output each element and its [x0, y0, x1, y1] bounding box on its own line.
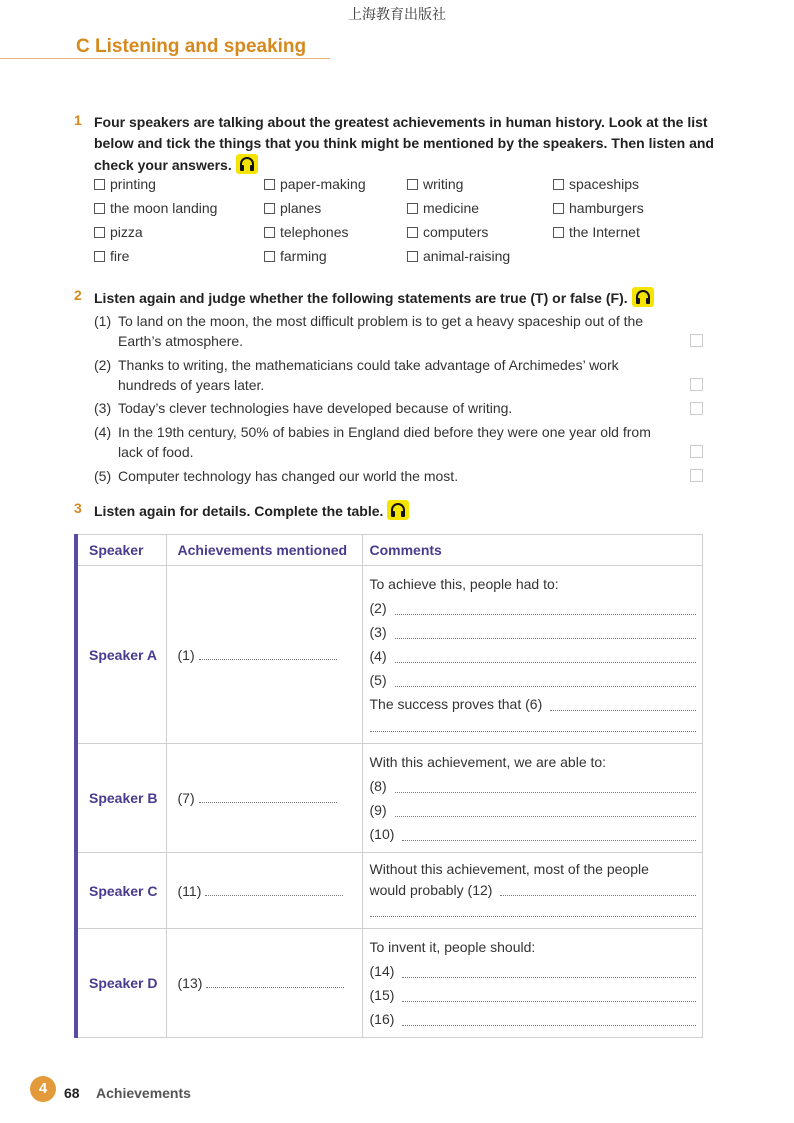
question-number: 3	[74, 500, 82, 516]
checkbox[interactable]	[94, 251, 105, 262]
headphones-icon[interactable]	[632, 287, 654, 307]
check-item[interactable]: planes	[264, 200, 321, 216]
check-item[interactable]: computers	[407, 224, 488, 240]
checkbox[interactable]	[264, 227, 275, 238]
statement: (5) Computer technology has changed our world the most.	[94, 468, 459, 484]
answer-blank[interactable]	[402, 1010, 696, 1026]
checkbox[interactable]	[407, 227, 418, 238]
details-table	[74, 534, 703, 1038]
blank-label: (5)	[369, 672, 387, 688]
answer-blank[interactable]	[500, 880, 696, 896]
table-header-row	[76, 535, 703, 566]
answer-blank[interactable]	[402, 825, 696, 841]
headphones-icon[interactable]	[387, 500, 409, 520]
tf-answer-box[interactable]	[690, 378, 703, 391]
checkbox[interactable]	[264, 203, 275, 214]
answer-blank[interactable]	[199, 648, 337, 660]
answer-blank[interactable]	[550, 695, 696, 711]
answer-blank[interactable]	[402, 986, 696, 1002]
statement: (4) In the 19th century, 50% of babies in England died before they were one year old from lack of food.	[94, 424, 651, 460]
blank-label: (10)	[369, 826, 395, 842]
comment-intro: To achieve this, people had to:	[369, 576, 559, 592]
achievement-cell: (1)	[166, 566, 362, 744]
achievement-cell: (13)	[166, 929, 362, 1038]
checkbox[interactable]	[94, 203, 105, 214]
col-header-achievements: Achievements mentioned	[166, 535, 362, 566]
comment-intro: With this achievement, we are able to:	[369, 754, 607, 770]
question-2	[74, 287, 714, 309]
answer-blank[interactable]	[395, 777, 696, 793]
headphones-icon[interactable]	[236, 154, 258, 174]
answer-blank[interactable]	[395, 671, 696, 687]
check-item[interactable]: farming	[264, 248, 327, 264]
blank-label: (8)	[369, 778, 387, 794]
checkbox[interactable]	[94, 179, 105, 190]
title-rule	[0, 58, 330, 59]
comment-intro: Without this achievement, most of the people	[369, 861, 649, 877]
answer-blank[interactable]	[395, 599, 696, 615]
achievement-cell: (11)	[166, 853, 362, 929]
table-row	[76, 853, 703, 929]
check-item[interactable]: writing	[407, 176, 463, 192]
speaker-cell: Speaker D	[76, 929, 166, 1038]
checkbox[interactable]	[264, 251, 275, 262]
blank-label: (9)	[369, 802, 387, 818]
check-item[interactable]: animal-raising	[407, 248, 510, 264]
check-item[interactable]: telephones	[264, 224, 349, 240]
statement: (3) Today’s clever technologies have developed because of writing.	[94, 400, 513, 416]
section-title: C Listening and speaking	[76, 36, 307, 57]
comment-intro: To invent it, people should:	[369, 939, 536, 955]
col-header-comments: Comments	[362, 535, 703, 566]
answer-blank[interactable]	[206, 976, 344, 988]
publisher-header: 上海教育出版社	[348, 7, 446, 23]
blank-label: (3)	[369, 624, 387, 640]
check-item[interactable]: the Internet	[553, 224, 640, 240]
speaker-cell: Speaker C	[76, 853, 166, 929]
comments-cell	[362, 744, 703, 853]
answer-blank[interactable]	[199, 791, 337, 803]
table-row	[76, 929, 703, 1038]
question-number: 1	[74, 112, 82, 128]
checkbox[interactable]	[407, 179, 418, 190]
comments-cell	[362, 566, 703, 744]
blank-label: (14)	[369, 963, 395, 979]
check-item[interactable]: hamburgers	[553, 200, 644, 216]
blank-label: (16)	[369, 1011, 395, 1027]
speaker-cell: Speaker B	[76, 744, 166, 853]
answer-blank[interactable]	[370, 716, 697, 732]
question-3	[74, 500, 714, 522]
checkbox[interactable]	[407, 203, 418, 214]
statement: (1) To land on the moon, the most difficult problem is to get a heavy spaceship out of the Earth’s atmosphere.	[94, 313, 644, 349]
blank-label: would probably (12)	[369, 882, 493, 898]
unit-name: Achievements	[96, 1085, 191, 1101]
answer-blank[interactable]	[205, 884, 343, 896]
unit-badge: 4	[30, 1076, 56, 1102]
comments-cell	[362, 853, 703, 929]
statement: (2) Thanks to writing, the mathematicians could take advantage of Archimedes’ work hundreds of years later.	[94, 357, 619, 393]
answer-blank[interactable]	[395, 647, 696, 663]
answer-blank[interactable]	[402, 962, 696, 978]
checkbox[interactable]	[94, 227, 105, 238]
question-number: 2	[74, 287, 82, 303]
col-header-speaker: Speaker	[76, 535, 166, 566]
tf-answer-box[interactable]	[690, 469, 703, 482]
checkbox[interactable]	[553, 203, 564, 214]
question-text: Listen again and judge whether the following statements are true (T) or false (F).	[94, 287, 714, 309]
blank-label: (4)	[369, 648, 387, 664]
tf-answer-box[interactable]	[690, 402, 703, 415]
table-row	[76, 566, 703, 744]
checkbox[interactable]	[553, 227, 564, 238]
speaker-cell: Speaker A	[76, 566, 166, 744]
check-item[interactable]: fire	[94, 248, 129, 264]
question-1	[74, 112, 714, 176]
blank-label: (15)	[369, 987, 395, 1003]
check-item[interactable]: pizza	[94, 224, 143, 240]
blank-label: (2)	[369, 600, 387, 616]
answer-blank[interactable]	[370, 901, 697, 917]
check-item[interactable]: paper-making	[264, 176, 366, 192]
check-item[interactable]: spaceships	[553, 176, 639, 192]
check-item[interactable]: medicine	[407, 200, 479, 216]
blank-label: The success proves that (6)	[369, 696, 543, 712]
tf-answer-box[interactable]	[690, 445, 703, 458]
page-number: 68	[64, 1085, 80, 1101]
checkbox[interactable]	[553, 179, 564, 190]
check-item[interactable]: printing	[94, 176, 156, 192]
comments-cell	[362, 929, 703, 1038]
check-item[interactable]: the moon landing	[94, 200, 217, 216]
checkbox[interactable]	[407, 251, 418, 262]
checkbox[interactable]	[264, 179, 275, 190]
table-row	[76, 744, 703, 853]
answer-blank[interactable]	[395, 623, 696, 639]
achievement-cell: (7)	[166, 744, 362, 853]
question-text: Four speakers are talking about the greatest achievements in human history. Look at the list below and tick the things that you think might be mentioned by the speakers. Then listen and check your answers.	[94, 114, 714, 173]
answer-blank[interactable]	[395, 801, 696, 817]
tf-answer-box[interactable]	[690, 334, 703, 347]
question-text: Listen again for details. Complete the table.	[94, 500, 714, 522]
